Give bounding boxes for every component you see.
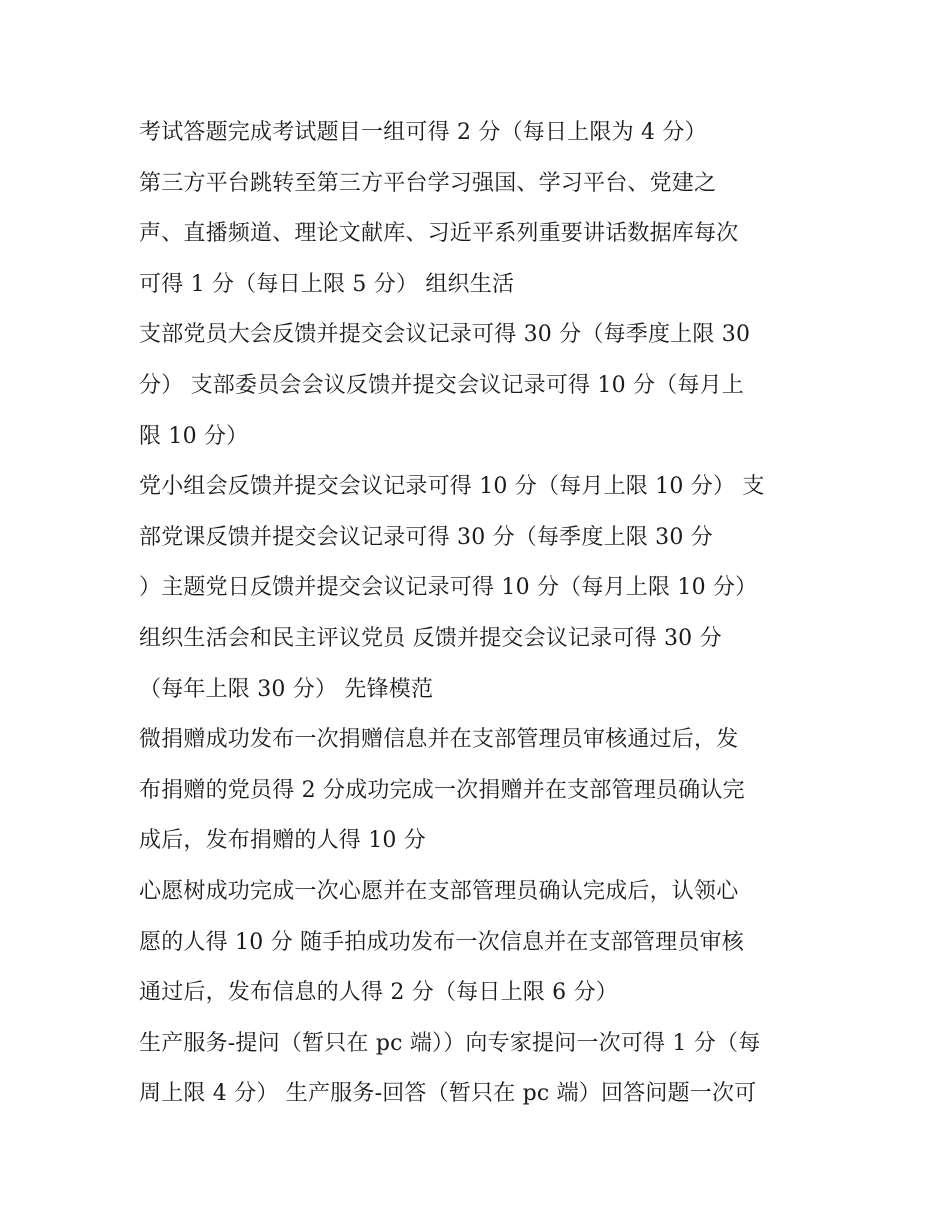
text-line: 分） 支部委员会会议反馈并提交会议记录可得 10 分（每月上 [139, 372, 744, 398]
text-line: 通过后，发布信息的人得 2 分（每日上限 6 分） [139, 980, 618, 1006]
text-line: 部党课反馈并提交会议记录可得 30 分（每季度上限 30 分 [139, 524, 713, 550]
text-line: 成后，发布捐赠的人得 10 分 [139, 828, 426, 854]
text-line: 党小组会反馈并提交会议记录可得 10 分（每月上限 10 分） 支 [139, 474, 765, 500]
text-line: 可得 1 分（每日上限 5 分） 组织生活 [139, 271, 515, 297]
text-line: 第三方平台跳转至第三方平台学习强国、学习平台、党建之 [139, 170, 717, 196]
text-line: 考试答题完成考试题目一组可得 2 分（每日上限为 4 分） [139, 120, 707, 145]
text-line: 布捐赠的党员得 2 分成功完成一次捐赠并在支部管理员确认完 [139, 777, 745, 803]
text-line: 周上限 4 分） 生产服务-回答（暂只在 pc 端）回答问题一次可 [139, 1081, 757, 1107]
text-line: 微捐赠成功发布一次捐赠信息并在支部管理员审核通过后，发 [139, 727, 739, 753]
text-line: 心愿树成功完成一次心愿并在支部管理员确认完成后，认领心 [139, 878, 739, 904]
text-line: （每年上限 30 分） 先锋模范 [139, 676, 434, 702]
text-line: 支部党员大会反馈并提交会议记录可得 30 分（每季度上限 30 [139, 322, 751, 348]
document-body [139, 108, 819, 1120]
text-line: 生产服务-提问（暂只在 pc 端））向专家提问一次可得 1 分（每 [139, 1030, 761, 1056]
text-line: 声、直播频道、理论文献库、习近平系列重要讲话数据库每次 [139, 221, 739, 247]
text-line: ）主题党日反馈并提交会议记录可得 10 分（每月上限 10 分） [139, 575, 758, 601]
text-line: 愿的人得 10 分 随手拍成功发布一次信息并在支部管理员审核 [139, 929, 744, 955]
text-line: 限 10 分） [139, 423, 249, 449]
text-line: 组织生活会和民主评议党员 反馈并提交会议记录可得 30 分 [139, 625, 722, 651]
